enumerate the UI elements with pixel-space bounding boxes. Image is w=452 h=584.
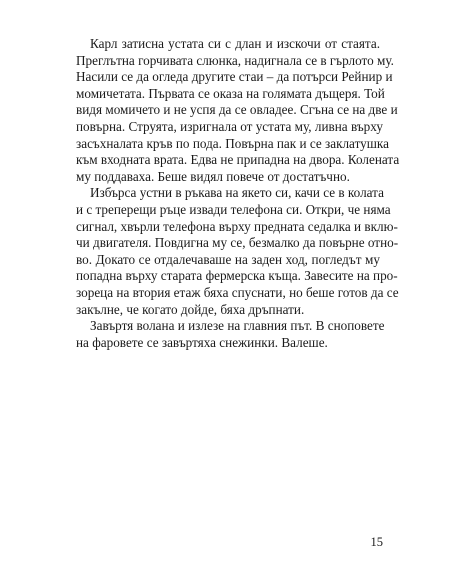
body-text — [76, 36, 400, 351]
text-line: чи двигателя. Повдигна му се, безмалко да повърне отно- — [76, 235, 399, 251]
paragraph-2 — [76, 185, 399, 318]
text-line: зореца на втория етаж бяха спуснати, но беше готов да се — [76, 284, 399, 300]
text-line: видя момичето и не успя да се овладее. Сгъна се на две и — [76, 102, 398, 118]
text-line: засъхналата кръв по пода. Повърна пак и се заклатушка — [76, 135, 389, 151]
paragraph-1 — [76, 36, 400, 185]
text-line: повърна. Струята, изригнала от устата му, ливна върху — [76, 118, 383, 134]
text-line: Преглътна горчивата слюнка, надигнала се в гърлото му. — [76, 52, 394, 68]
text-line: во. Докато се отдалечаваше на заден ход, погледът му — [76, 251, 380, 267]
text-line: закълне, че когато дойде, бяха дръпнати. — [76, 301, 305, 317]
text-line: момичетата. Първата се оказа на голямата дъщеря. Той — [76, 85, 385, 101]
text-line: му поддаваха. Беше видял повече от достатъчно. — [76, 168, 350, 184]
text-line: попадна върху старата фермерска къща. Завесите на про- — [76, 268, 398, 284]
text-line: Насили се да огледа другите стаи – да потърси Рейнир и — [76, 69, 393, 85]
text-line: на фаровете се завъртяха снежинки. Валеше. — [76, 334, 328, 350]
text-line: Завъртя волана и излезе на главния път. В сноповете — [90, 318, 385, 334]
paragraph-3 — [76, 318, 385, 351]
page-number: 15 — [370, 535, 383, 549]
text-line: сигнал, хвърли телефона върху предната седалка и вклю- — [76, 218, 398, 234]
text-line: към входната врата. Едва не припадна на двора. Колената — [76, 152, 400, 168]
text-line: Избърса устни в ръкава на якето си, качи се в колата — [90, 185, 384, 201]
text-line: Карл затисна устата си с длан и изскочи от стаята. — [90, 36, 380, 51]
text-line: и с треперещи ръце извади телефона си. Откри, че няма — [76, 201, 391, 217]
